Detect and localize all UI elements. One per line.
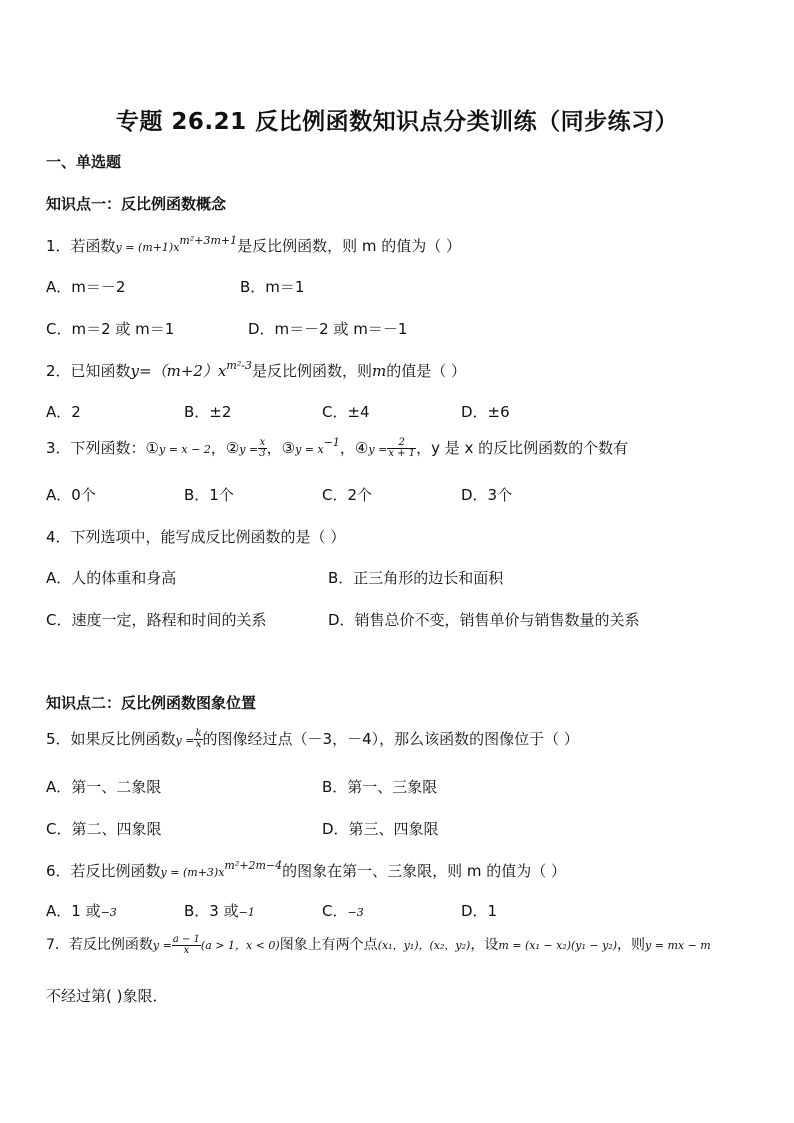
q6-formula: y = (m+3)x xyxy=(160,866,225,879)
section-heading: 一、单选题 xyxy=(46,153,122,171)
q2-variable: m xyxy=(371,362,387,380)
q2-exponent: m²-3 xyxy=(226,359,252,372)
q2-option-b: B．±2 xyxy=(184,403,232,421)
q3-function-3: y = x xyxy=(295,443,324,456)
q2-option-c: C．±4 xyxy=(322,403,370,421)
q5-option-b: B．第一、三象限 xyxy=(322,778,438,796)
q3-function-4-fraction: $\frac{2}{x + 1}$ xyxy=(388,437,416,459)
q1-option-a: A．m＝－2 xyxy=(46,278,126,296)
q3-sep-2: ，② xyxy=(210,439,240,457)
q7-mid-3: ，则 xyxy=(617,937,646,953)
q7-condition: (a > 1，x < 0) xyxy=(200,939,280,952)
q6-option-d: D．1 xyxy=(461,902,498,920)
question-7-continuation: 不经过第( )象限． xyxy=(46,987,168,1005)
q5-lhs: y = xyxy=(175,734,195,747)
q7-prefix: 7．若反比例函数 xyxy=(46,937,153,953)
q3-option-d: D．3个 xyxy=(461,486,513,504)
question-7 xyxy=(46,934,711,956)
q3-option-c: C．2个 xyxy=(322,486,373,504)
q7-points: (x₁，y₁)，(x₂，y₂) xyxy=(377,939,471,952)
q4-option-a: A．人的体重和身高 xyxy=(46,569,177,587)
q3-prefix: 3．下列函数：① xyxy=(46,439,159,457)
q7-mid-2: ，设 xyxy=(470,937,499,953)
q3-sep-4: ，④ xyxy=(339,439,369,457)
q2-option-a: A．2 xyxy=(46,403,81,421)
q3-option-b: B．1个 xyxy=(184,486,234,504)
question-3 xyxy=(46,436,628,459)
q3-f2-lhs: y = xyxy=(239,443,259,456)
q1-option-b: B．m＝1 xyxy=(240,278,305,296)
q6-option-b: B．3 或−1 xyxy=(184,902,255,920)
q4-option-c: C．速度一定，路程和时间的关系 xyxy=(46,611,267,629)
question-2 xyxy=(46,359,466,381)
question-6 xyxy=(46,859,566,881)
q3-suffix: ，y 是 x 的反比例函数的个数有 xyxy=(416,439,629,457)
q7-fraction: $\frac{a - 1}{x}$ xyxy=(172,933,200,956)
q3-sep-3: ，③ xyxy=(266,439,296,457)
q1-option-c: C．m＝2 或 m＝1 xyxy=(46,320,175,338)
q2-prefix: 2．已知函数 xyxy=(46,362,131,380)
q6-option-c: C．−3 xyxy=(322,902,364,920)
knowledge-point-1: 知识点一：反比例函数概念 xyxy=(46,195,227,213)
q5-option-a: A．第一、二象限 xyxy=(46,778,162,796)
q1-prefix: 1．若函数 xyxy=(46,237,116,255)
q1-option-d: D．m＝－2 或 m＝－1 xyxy=(248,320,408,338)
q1-suffix: 是反比例函数，则 m 的值为（ ） xyxy=(237,237,462,255)
knowledge-point-2: 知识点二：反比例函数图象位置 xyxy=(46,694,257,712)
q2-suffix: 是反比例函数，则 xyxy=(251,362,372,380)
q6-exponent: m²+2m−4 xyxy=(224,859,283,872)
q4-option-b: B．正三角形的边长和面积 xyxy=(328,569,504,587)
q2-suffix-2: 的值是（ ） xyxy=(386,362,466,380)
q5-suffix: 的图像经过点（－3，－4），那么该函数的图像位于（ ） xyxy=(202,730,579,748)
q2-option-d: D．±6 xyxy=(461,403,510,421)
question-5 xyxy=(46,728,579,750)
q1-exponent: m²+3m+1 xyxy=(179,234,238,247)
q5-fraction: $\frac{k}{x}$ xyxy=(195,728,202,750)
q1-formula: y = (m+1)x xyxy=(115,241,180,254)
q7-mid: 图象上有两个点 xyxy=(279,937,378,953)
q6-option-a: A．1 或−3 xyxy=(46,902,117,920)
q5-option-c: C．第二、四象限 xyxy=(46,820,162,838)
q5-option-d: D．第三、四象限 xyxy=(322,820,439,838)
q4-option-d: D．销售总价不变，销售单价与销售数量的关系 xyxy=(328,611,640,629)
q3-f3-exponent: −1 xyxy=(323,436,340,449)
q6-suffix: 的图象在第一、三象限，则 m 的值为（ ） xyxy=(282,862,567,880)
question-4: 4．下列选项中，能写成反比例函数的是（ ） xyxy=(46,528,346,546)
q5-prefix: 5．如果反比例函数 xyxy=(46,730,176,748)
page-title: 专题 26.21 反比例函数知识点分类训练（同步练习） xyxy=(115,109,679,135)
q7-lhs: y = xyxy=(152,939,172,952)
q3-function-1: y = x − 2 xyxy=(159,443,211,456)
q6-prefix: 6．若反比例函数 xyxy=(46,862,161,880)
question-1 xyxy=(46,234,461,256)
q3-option-a: A．0个 xyxy=(46,486,96,504)
q7-m-definition: m = (x₁ − x₂)(y₁ − y₂) xyxy=(498,939,618,952)
q3-function-2-fraction: $\frac{x}{3}$ xyxy=(259,437,266,459)
q7-line-function: y = mx − m xyxy=(645,939,711,952)
q2-formula: y=（m+2）x xyxy=(130,362,227,380)
q3-f4-lhs: y = xyxy=(368,443,388,456)
